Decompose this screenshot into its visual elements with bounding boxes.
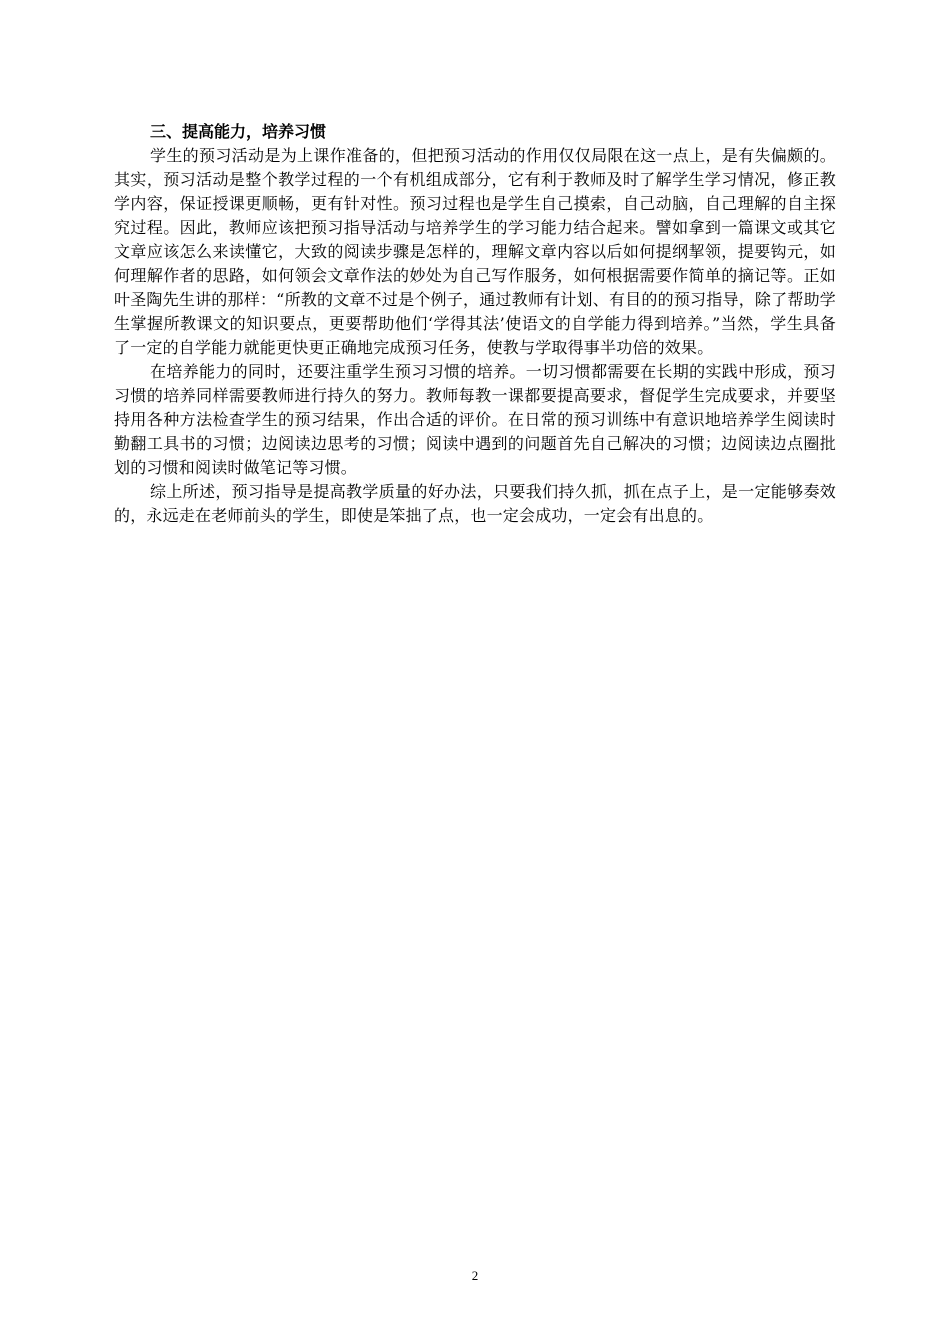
page-body — [114, 120, 836, 528]
paragraph-habit: 在培养能力的同时，还要注重学生预习习惯的培养。一切习惯都需要在长期的实践中形成，预习习惯的培养同样需要教师进行持久的努力。教师每教一课都要提高要求，督促学生完成要求，并要坚持用各种方法检查学生的预习结果，作出合适的评价。在日常的预习训练中有意识地培养学生阅读时勤翻工具书的习惯；边阅读边思考的习惯；阅读中遇到的问题首先自己解决的习惯；边阅读边点圈批划的习惯和阅读时做笔记等习惯。 — [114, 362, 836, 477]
paragraph-conclusion: 综上所述，预习指导是提高教学质量的好办法，只要我们持久抓，抓在点子上，是一定能够奏效的，永远走在老师前头的学生，即使是笨拙了点，也一定会成功，一定会有出息的。 — [114, 482, 836, 525]
section-heading: 三、提高能力，培养习惯 — [150, 122, 327, 141]
paragraph-ability: 学生的预习活动是为上课作准备的，但把预习活动的作用仅仅局限在这一点上，是有失偏颇的。其实，预习活动是整个教学过程的一个有机组成部分，它有利于教师及时了解学生学习情况，修正教学内容，保证授课更顺畅，更有针对性。预习过程也是学生自己摸索，自己动脑，自己理解的自主探究过程。因此，教师应该把预习指导活动与培养学生的学习能力结合起来。譬如拿到一篇课文或其它文章应该怎么来读懂它，大致的阅读步骤是怎样的，理解文章内容以后如何提纲挈领，提要钩元，如何理解作者的思路，如何领会文章作法的妙处为自己写作服务，如何根据需要作简单的摘记等。正如叶圣陶先生讲的那样：“所教的文章不过是个例子，通过教师有计划、有目的的预习指导，除了帮助学生掌握所教课文的知识要点，更要帮助他们‘学得其法’使语文的自学能力得到培养。”当然，学生具备了一定的自学能力就能更快更正确地完成预习任务，使教与学取得事半功倍的效果。 — [114, 146, 836, 357]
page-number: 2 — [471, 1268, 479, 1283]
